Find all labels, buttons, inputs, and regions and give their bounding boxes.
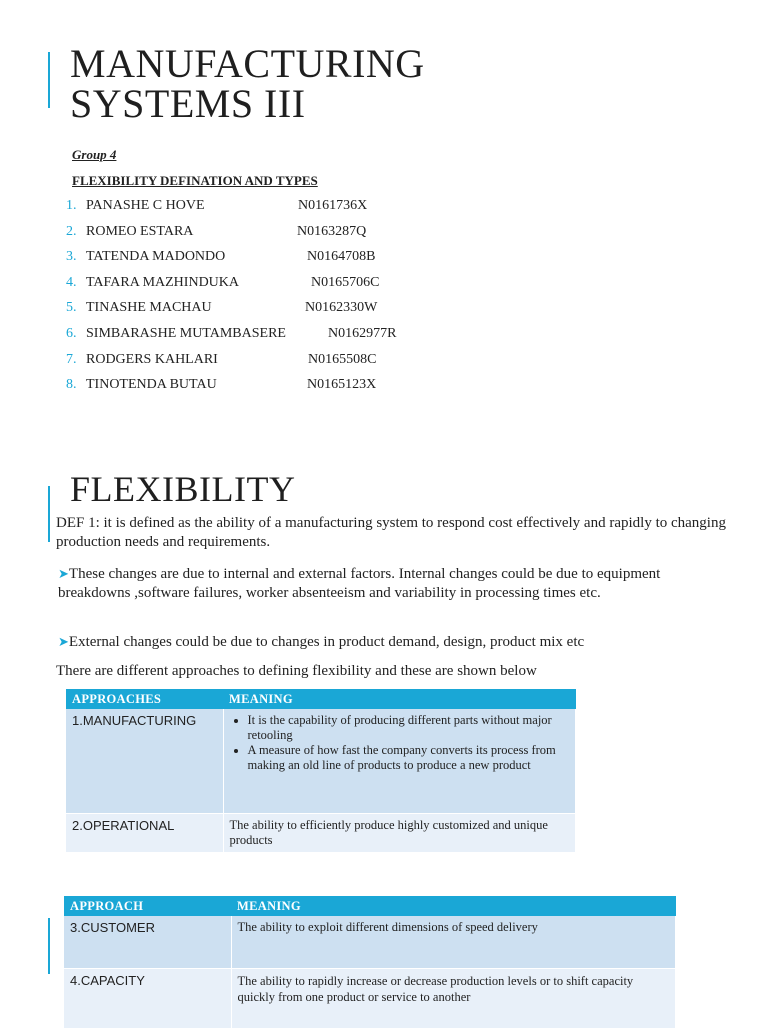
list-number: 7. [66,351,77,367]
list-item [66,197,466,223]
member-name: RODGERS KAHLARI [86,351,218,367]
list-number: 6. [66,325,77,341]
column-header: APPROACH [64,896,231,916]
approaches-intro: There are different approaches to defining flexibility and these are shown below [56,663,537,679]
approach-cell: 3.CUSTOMER [64,916,231,968]
list-item [66,274,466,300]
member-name: PANASHE C HOVE [86,198,205,213]
bullet-text: External changes could be due to changes in product demand, design, product mix etc [68,634,585,650]
approach-cell: 4.CAPACITY [64,968,231,1028]
member-name: SIMBARASHE MUTAMBASERE [86,325,286,341]
column-header: MEANING [231,896,676,916]
accent-bar-middle [48,486,50,542]
meaning-cell: The ability to efficiently produce highly customized and unique products [223,813,576,852]
member-id: N0165508C [308,351,377,367]
list-number: 8. [66,377,77,393]
list-item [66,248,466,274]
accent-bar-top [48,52,50,108]
member-id: N0162330W [305,300,378,316]
member-list [66,197,466,402]
section-title: FLEXIBILITY [70,469,296,509]
member-name: TAFARA MAZHINDUKA [86,274,240,290]
list-item [66,351,466,377]
list-item [66,299,466,325]
list-number: 5. [66,300,77,316]
member-id: N0165123X [307,377,377,393]
list-item [66,325,466,351]
member-id: N0161736X [298,198,368,213]
approach-cell: 2.OPERATIONAL [66,813,223,852]
column-header: MEANING [223,689,576,709]
list-number: 3. [66,249,77,265]
column-header: APPROACHES [66,689,223,709]
bullet-external-changes [58,632,728,652]
bullet-text: These changes are due to internal and external factors. Internal changes could be due to equipment breakdowns ,software failures, worker absenteeism and variability in processing times etc. [58,566,661,601]
meaning-item: • A measure of how fast the company converts its process from making an old line of products to produce a new product [248,743,570,773]
approaches-table-2 [64,896,676,1029]
member-name: TINOTENDA BUTAU [86,377,217,393]
table-row [64,916,676,968]
section-subtitle: FLEXIBILITY DEFINATION AND TYPES [72,173,318,188]
definition-paragraph: DEF 1: it is defined as the ability of a manufacturing system to respond cost effectively and rapidly to changing production needs and requirements. [56,515,726,550]
list-number: 2. [66,223,77,239]
member-id: N0165706C [311,274,380,290]
table-row [66,813,576,852]
bullet-internal-changes [58,564,728,603]
member-id: N0163287Q [297,223,367,239]
list-item [66,223,466,249]
meaning-item: • It is the capability of producing different parts without major retooling [248,713,570,743]
list-number: 4. [66,274,77,290]
member-id: N0164708B [307,249,376,265]
table-row [64,968,676,1028]
page-title: MANUFACTURING SYSTEMS III [70,41,425,126]
group-label: Group 4 [72,147,117,162]
member-name: TATENDA MADONDO [86,249,226,265]
list-number: 1. [66,198,77,213]
accent-bar-bottom [48,918,50,974]
meaning-cell: The ability to rapidly increase or decrease production levels or to shift capacity quickly from one product or service to another [231,968,676,1028]
member-id: N0162977R [328,325,397,341]
arrow-bullet-icon: ➤ [58,566,69,581]
member-name: ROMEO ESTARA [86,223,194,239]
table-row [66,709,576,813]
meaning-cell [223,709,576,813]
approach-cell: 1.MANUFACTURING [66,709,223,813]
meaning-cell: The ability to exploit different dimensions of speed delivery [231,916,676,968]
member-name: TINASHE MACHAU [86,300,212,316]
arrow-bullet-icon: ➤ [58,634,69,649]
approaches-table-1 [66,689,576,853]
list-item [66,376,466,402]
